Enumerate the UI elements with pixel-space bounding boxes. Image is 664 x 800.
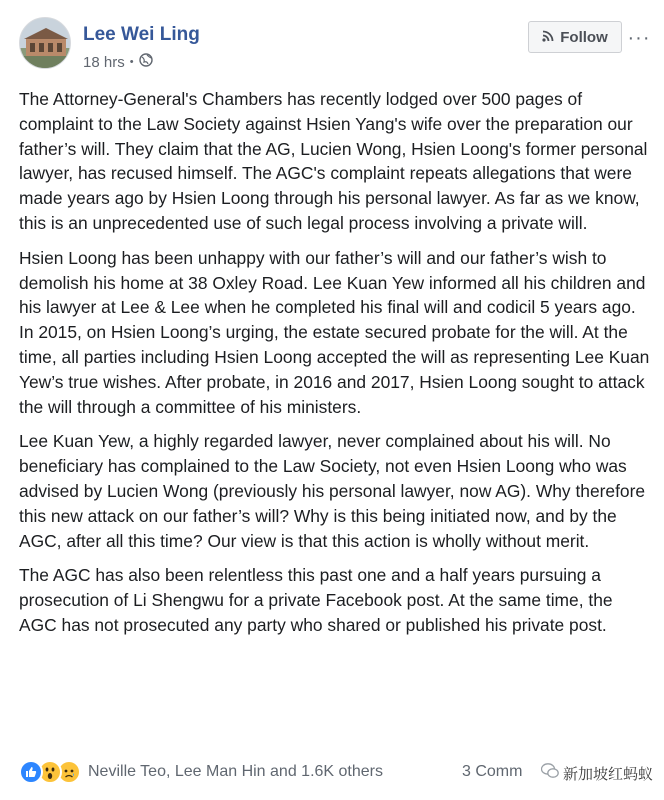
watermark-text: 新加坡红蚂蚁 [563, 765, 654, 783]
reaction-icons[interactable] [19, 760, 76, 784]
post-paragraph-1: The Attorney-General's Chambers has recently lodged over 500 pages of complaint to the Law Society against Hsien Yang's wife over the preparation our father’s will. They claim that the AG, Lucien Wong, Hsien Loong's former personal lawyer, has recused himself. The AGC's complaint repeats allegations that were made years ago by Hsien Loong through his personal lawyer. As far as we know, this is an unprecedented use of such legal process involving a private will. [19, 89, 648, 233]
post-paragraph-2: Hsien Loong has been unhappy with our father’s will and our father’s wish to demolish his home at 38 Oxley Road. Lee Kuan Yew informed all his children and his lawyer at Lee & Lee when he completed his final will and codicil 5 years ago. In 2015, on Hsien Loong’s urging, the estate secured probate for the will. At the time, all parties including Hsien Loong accepted the will as representing Lee Kuan Yew’s true wishes. After probate, in 2016 and 2017, Hsien Loong sought to attack the will through a committee of his ministers. [19, 247, 650, 417]
post-text [19, 87, 653, 648]
reactors-summary[interactable]: Neville Teo, Lee Man Hin and 1.6K others [88, 763, 383, 780]
author-name[interactable]: Lee Wei Ling [83, 24, 200, 45]
like-reaction-icon [19, 760, 43, 784]
post-time[interactable]: 18 hrs [83, 53, 125, 71]
more-options-button[interactable]: ··· [627, 26, 651, 49]
wechat-logo-icon [541, 763, 559, 783]
globe-icon [139, 53, 153, 71]
post-footer [19, 760, 659, 786]
author-avatar[interactable] [19, 17, 71, 69]
follow-label: Follow [560, 28, 608, 46]
rss-icon [542, 29, 554, 46]
post-paragraph-4: The AGC has also been relentless this past one and a half years pursuing a prosecution of Li Shengwu for a private Facebook post. At the same time, the AGC has not prosecuted any party who shared or published his private post. [19, 565, 613, 635]
follow-button[interactable] [528, 21, 622, 53]
separator-dot: • [129, 56, 134, 68]
post-paragraph-3: Lee Kuan Yew, a highly regarded lawyer, never complained about his will. No beneficiary has complained to the Law Society, not even Hsien Loong who was advised by Lucien Wong (previously his personal lawyer, now AG). Why therefore this new attack on our father’s will? Why is this being initiated now, and by the AGC, after all this time? Our view is that this action is wholly without merit. [19, 431, 646, 551]
comments-count[interactable]: 3 Comm [462, 763, 523, 780]
post-meta [83, 53, 153, 71]
watermark [537, 760, 653, 786]
